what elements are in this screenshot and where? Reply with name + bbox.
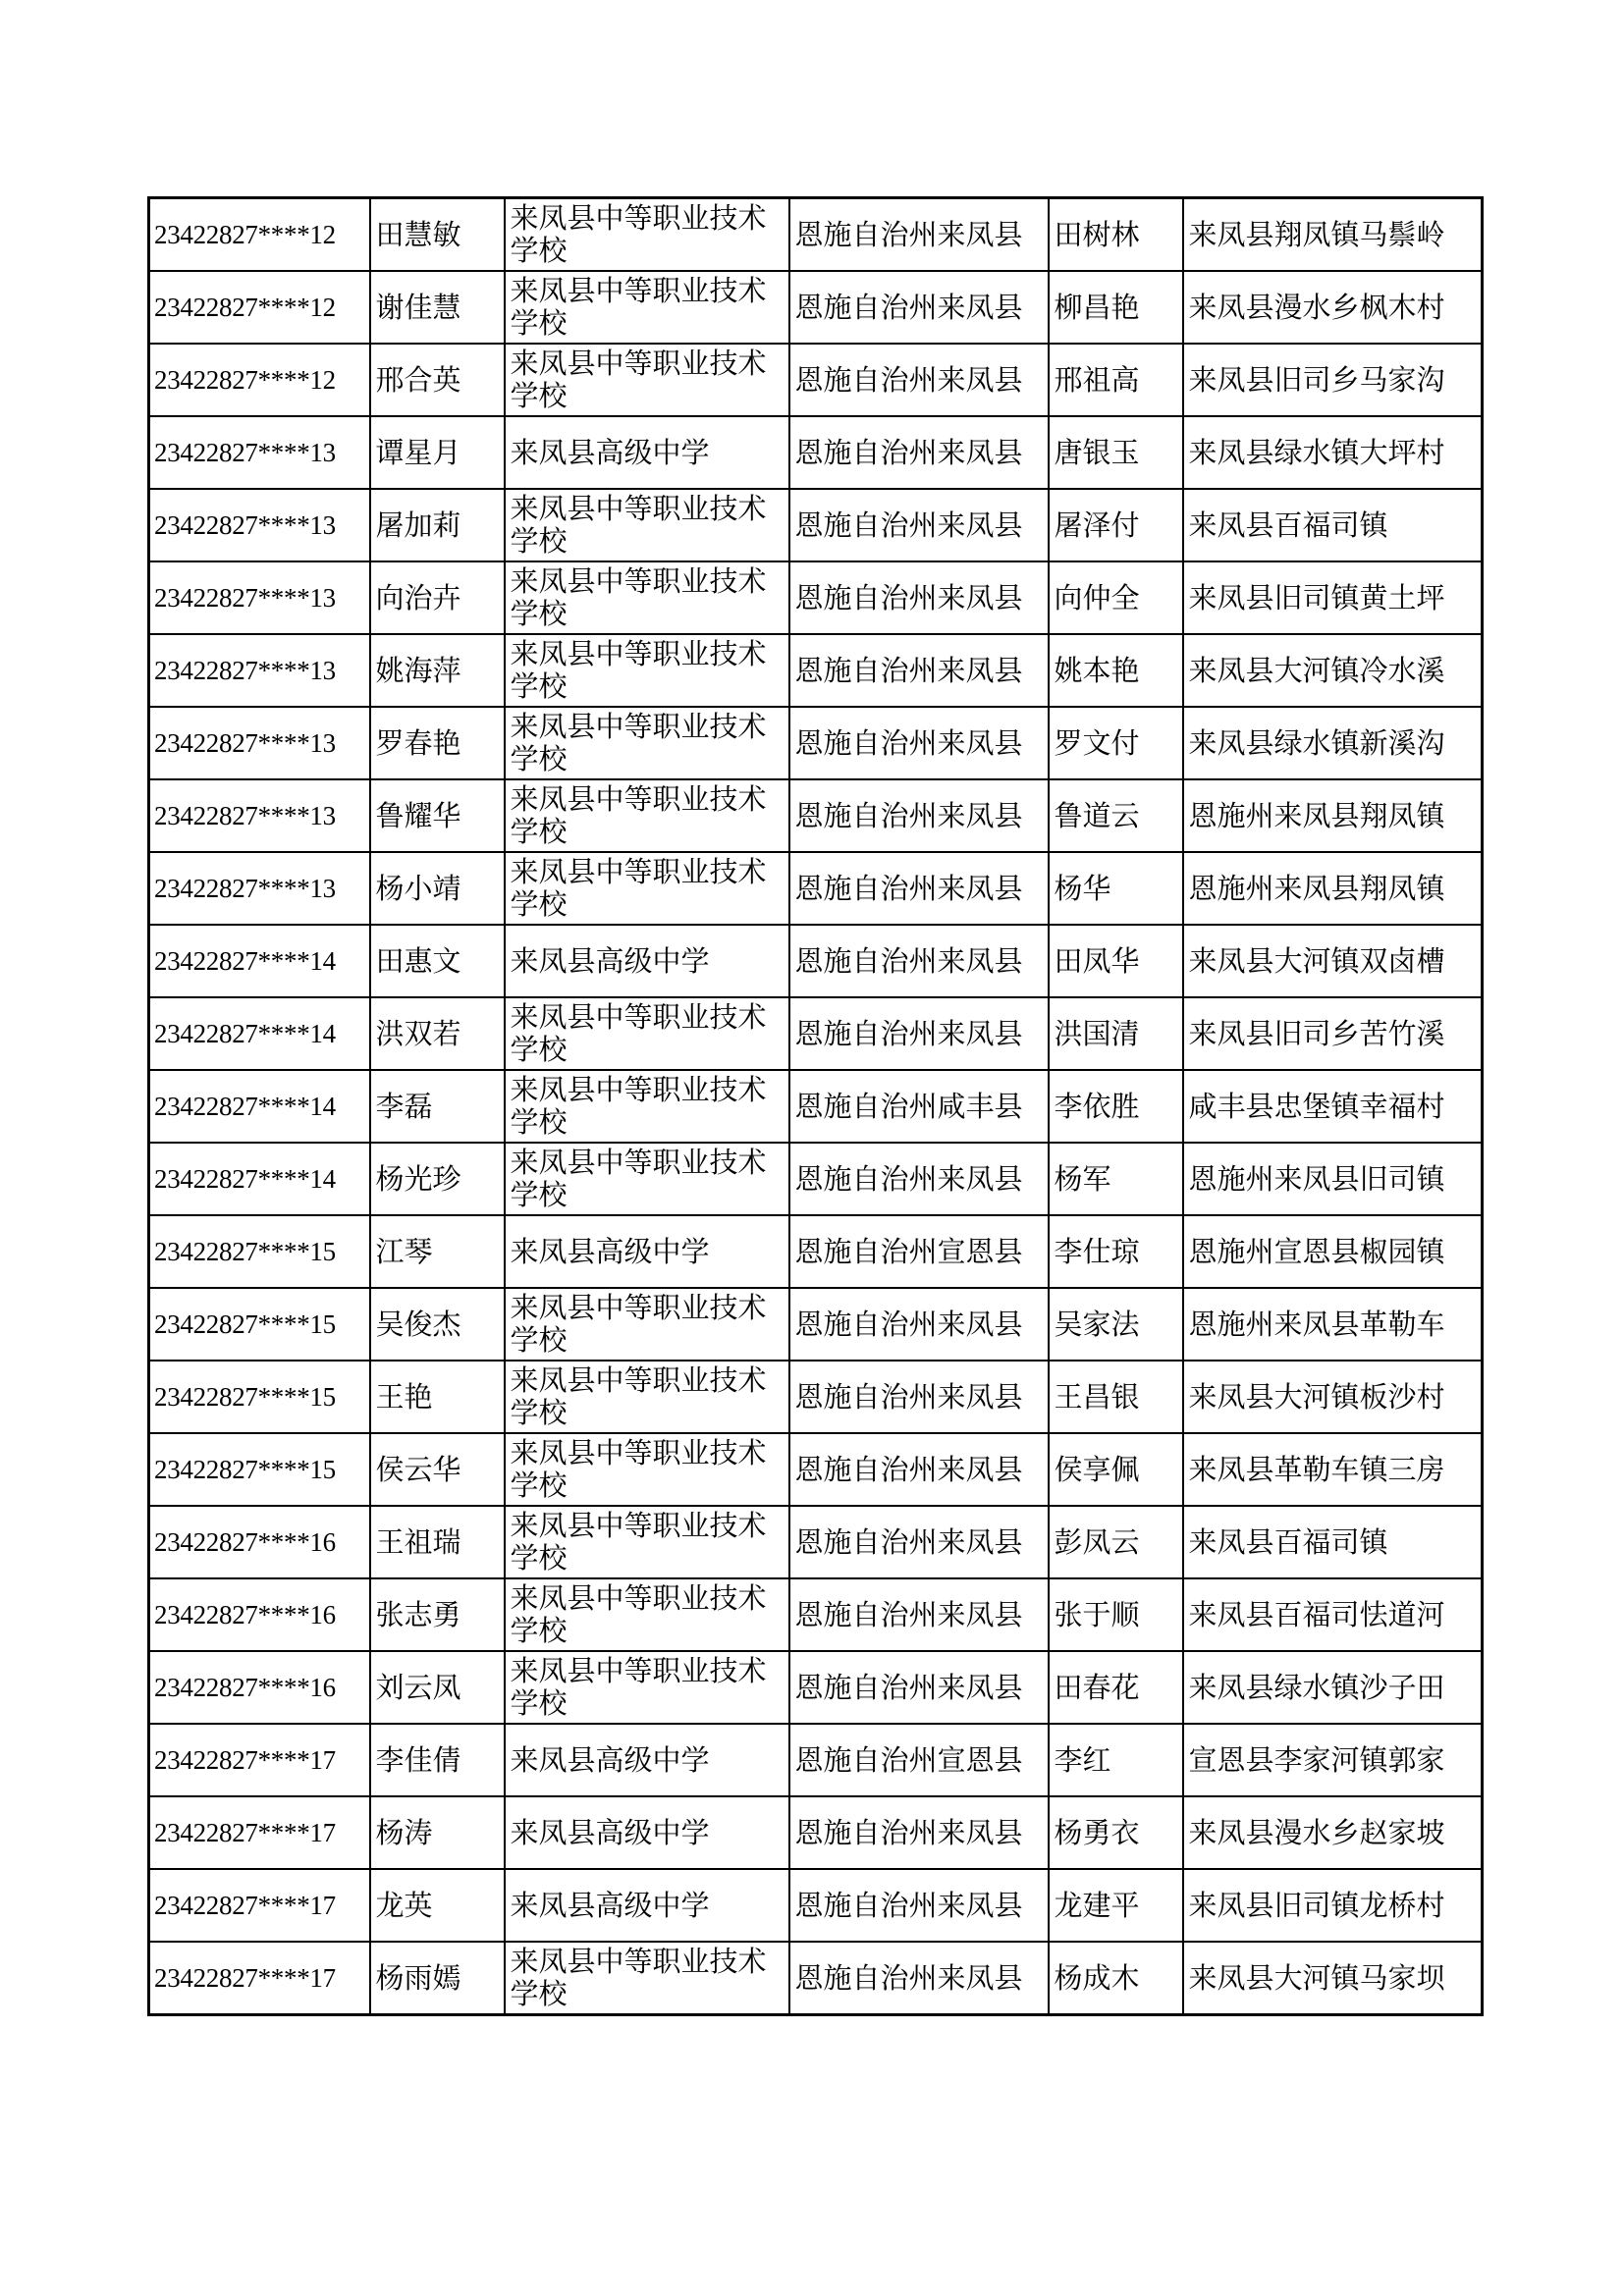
guardian-name-cell: 杨华 [1049, 852, 1183, 925]
guardian-name-cell: 侯享佩 [1049, 1433, 1183, 1506]
region-cell: 恩施自治州来凤县 [789, 1433, 1049, 1506]
student-name-cell: 侯云华 [370, 1433, 505, 1506]
table-row [149, 489, 1483, 561]
table-row [149, 344, 1483, 416]
table-row [149, 1578, 1483, 1651]
school-cell: 来凤县中等职业技术学校 [505, 1506, 789, 1578]
guardian-name-cell: 田凤华 [1049, 925, 1183, 997]
address-cell: 来凤县绿水镇新溪沟 [1183, 707, 1483, 779]
table-row [149, 561, 1483, 634]
address-cell: 恩施州宣恩县椒园镇 [1183, 1215, 1483, 1288]
region-cell: 恩施自治州来凤县 [789, 707, 1049, 779]
guardian-name-cell: 柳昌艳 [1049, 271, 1183, 344]
school-cell: 来凤县中等职业技术学校 [505, 1288, 789, 1361]
student-name-cell: 江琴 [370, 1215, 505, 1288]
region-cell: 恩施自治州来凤县 [789, 416, 1049, 489]
guardian-name-cell: 邢祖高 [1049, 344, 1183, 416]
address-cell: 宣恩县李家河镇郭家 [1183, 1724, 1483, 1796]
student-name-cell: 龙英 [370, 1869, 505, 1942]
address-cell: 来凤县旧司镇龙桥村 [1183, 1869, 1483, 1942]
school-cell: 来凤县中等职业技术学校 [505, 489, 789, 561]
guardian-name-cell: 李依胜 [1049, 1070, 1183, 1143]
id-number-cell: 23422827****13 [149, 489, 370, 561]
table-row [149, 852, 1483, 925]
table-row [149, 1215, 1483, 1288]
id-number-cell: 23422827****14 [149, 925, 370, 997]
table-row [149, 707, 1483, 779]
table-row [149, 1796, 1483, 1869]
region-cell: 恩施自治州咸丰县 [789, 1070, 1049, 1143]
student-name-cell: 杨涛 [370, 1796, 505, 1869]
address-cell: 恩施州来凤县翔凤镇 [1183, 852, 1483, 925]
student-name-cell: 向治卉 [370, 561, 505, 634]
region-cell: 恩施自治州来凤县 [789, 1143, 1049, 1215]
guardian-name-cell: 王昌银 [1049, 1361, 1183, 1433]
student-name-cell: 刘云凤 [370, 1651, 505, 1724]
table-row [149, 1506, 1483, 1578]
region-cell: 恩施自治州来凤县 [789, 344, 1049, 416]
address-cell: 恩施州来凤县旧司镇 [1183, 1143, 1483, 1215]
student-name-cell: 田慧敏 [370, 198, 505, 272]
roster-table [147, 196, 1484, 2016]
region-cell: 恩施自治州来凤县 [789, 561, 1049, 634]
id-number-cell: 23422827****13 [149, 634, 370, 707]
table-row [149, 1724, 1483, 1796]
address-cell: 来凤县旧司镇黄土坪 [1183, 561, 1483, 634]
id-number-cell: 23422827****14 [149, 1070, 370, 1143]
table-row [149, 634, 1483, 707]
guardian-name-cell: 田春花 [1049, 1651, 1183, 1724]
address-cell: 来凤县漫水乡枫木村 [1183, 271, 1483, 344]
guardian-name-cell: 李红 [1049, 1724, 1183, 1796]
guardian-name-cell: 罗文付 [1049, 707, 1183, 779]
region-cell: 恩施自治州来凤县 [789, 925, 1049, 997]
guardian-name-cell: 杨成木 [1049, 1942, 1183, 2015]
school-cell: 来凤县高级中学 [505, 1215, 789, 1288]
school-cell: 来凤县中等职业技术学校 [505, 198, 789, 272]
table-row [149, 925, 1483, 997]
region-cell: 恩施自治州来凤县 [789, 1506, 1049, 1578]
school-cell: 来凤县中等职业技术学校 [505, 779, 789, 852]
school-cell: 来凤县中等职业技术学校 [505, 1433, 789, 1506]
school-cell: 来凤县中等职业技术学校 [505, 1361, 789, 1433]
id-number-cell: 23422827****15 [149, 1361, 370, 1433]
address-cell: 来凤县翔凤镇马鬃岭 [1183, 198, 1483, 272]
table-row [149, 1288, 1483, 1361]
id-number-cell: 23422827****17 [149, 1869, 370, 1942]
guardian-name-cell: 吴家法 [1049, 1288, 1183, 1361]
student-name-cell: 鲁耀华 [370, 779, 505, 852]
roster-table-body [149, 198, 1483, 2015]
region-cell: 恩施自治州来凤县 [789, 634, 1049, 707]
guardian-name-cell: 洪国清 [1049, 997, 1183, 1070]
guardian-name-cell: 龙建平 [1049, 1869, 1183, 1942]
guardian-name-cell: 田树林 [1049, 198, 1183, 272]
id-number-cell: 23422827****13 [149, 852, 370, 925]
region-cell: 恩施自治州来凤县 [789, 997, 1049, 1070]
id-number-cell: 23422827****17 [149, 1942, 370, 2015]
table-row [149, 1361, 1483, 1433]
id-number-cell: 23422827****14 [149, 997, 370, 1070]
id-number-cell: 23422827****13 [149, 779, 370, 852]
table-row [149, 1143, 1483, 1215]
school-cell: 来凤县高级中学 [505, 416, 789, 489]
address-cell: 来凤县百福司镇 [1183, 1506, 1483, 1578]
region-cell: 恩施自治州来凤县 [789, 198, 1049, 272]
student-name-cell: 谭星月 [370, 416, 505, 489]
region-cell: 恩施自治州来凤县 [789, 852, 1049, 925]
address-cell: 来凤县旧司乡马家沟 [1183, 344, 1483, 416]
table-row [149, 1433, 1483, 1506]
region-cell: 恩施自治州来凤县 [789, 1578, 1049, 1651]
region-cell: 恩施自治州宣恩县 [789, 1724, 1049, 1796]
school-cell: 来凤县中等职业技术学校 [505, 271, 789, 344]
student-name-cell: 邢合英 [370, 344, 505, 416]
student-name-cell: 王祖瑞 [370, 1506, 505, 1578]
guardian-name-cell: 鲁道云 [1049, 779, 1183, 852]
address-cell: 恩施州来凤县翔凤镇 [1183, 779, 1483, 852]
guardian-name-cell: 屠泽付 [1049, 489, 1183, 561]
school-cell: 来凤县高级中学 [505, 1724, 789, 1796]
address-cell: 来凤县大河镇双卤槽 [1183, 925, 1483, 997]
student-name-cell: 李佳倩 [370, 1724, 505, 1796]
address-cell: 来凤县绿水镇大坪村 [1183, 416, 1483, 489]
table-row [149, 779, 1483, 852]
student-name-cell: 屠加莉 [370, 489, 505, 561]
address-cell: 来凤县旧司乡苦竹溪 [1183, 997, 1483, 1070]
school-cell: 来凤县中等职业技术学校 [505, 852, 789, 925]
student-name-cell: 杨雨嫣 [370, 1942, 505, 2015]
guardian-name-cell: 杨勇衣 [1049, 1796, 1183, 1869]
school-cell: 来凤县中等职业技术学校 [505, 1070, 789, 1143]
school-cell: 来凤县中等职业技术学校 [505, 344, 789, 416]
school-cell: 来凤县高级中学 [505, 1869, 789, 1942]
table-row [149, 271, 1483, 344]
id-number-cell: 23422827****15 [149, 1433, 370, 1506]
address-cell: 来凤县大河镇冷水溪 [1183, 634, 1483, 707]
id-number-cell: 23422827****14 [149, 1143, 370, 1215]
address-cell: 来凤县大河镇马家坝 [1183, 1942, 1483, 2015]
region-cell: 恩施自治州宣恩县 [789, 1215, 1049, 1288]
student-name-cell: 杨小靖 [370, 852, 505, 925]
guardian-name-cell: 张于顺 [1049, 1578, 1183, 1651]
id-number-cell: 23422827****13 [149, 416, 370, 489]
school-cell: 来凤县中等职业技术学校 [505, 1942, 789, 2015]
school-cell: 来凤县中等职业技术学校 [505, 707, 789, 779]
school-cell: 来凤县高级中学 [505, 1796, 789, 1869]
address-cell: 来凤县百福司镇 [1183, 489, 1483, 561]
school-cell: 来凤县中等职业技术学校 [505, 1143, 789, 1215]
guardian-name-cell: 向仲全 [1049, 561, 1183, 634]
id-number-cell: 23422827****12 [149, 198, 370, 272]
school-cell: 来凤县中等职业技术学校 [505, 1651, 789, 1724]
student-name-cell: 洪双若 [370, 997, 505, 1070]
address-cell: 来凤县百福司怯道河 [1183, 1578, 1483, 1651]
school-cell: 来凤县高级中学 [505, 925, 789, 997]
region-cell: 恩施自治州来凤县 [789, 1869, 1049, 1942]
student-name-cell: 姚海萍 [370, 634, 505, 707]
guardian-name-cell: 彭凤云 [1049, 1506, 1183, 1578]
address-cell: 来凤县漫水乡赵家坡 [1183, 1796, 1483, 1869]
table-row [149, 198, 1483, 272]
address-cell: 来凤县大河镇板沙村 [1183, 1361, 1483, 1433]
guardian-name-cell: 姚本艳 [1049, 634, 1183, 707]
student-name-cell: 杨光珍 [370, 1143, 505, 1215]
student-name-cell: 张志勇 [370, 1578, 505, 1651]
region-cell: 恩施自治州来凤县 [789, 1288, 1049, 1361]
guardian-name-cell: 杨军 [1049, 1143, 1183, 1215]
id-number-cell: 23422827****15 [149, 1215, 370, 1288]
region-cell: 恩施自治州来凤县 [789, 1796, 1049, 1869]
id-number-cell: 23422827****17 [149, 1724, 370, 1796]
id-number-cell: 23422827****12 [149, 271, 370, 344]
id-number-cell: 23422827****16 [149, 1651, 370, 1724]
school-cell: 来凤县中等职业技术学校 [505, 1578, 789, 1651]
id-number-cell: 23422827****13 [149, 707, 370, 779]
table-row [149, 416, 1483, 489]
id-number-cell: 23422827****15 [149, 1288, 370, 1361]
table-row [149, 1070, 1483, 1143]
region-cell: 恩施自治州来凤县 [789, 779, 1049, 852]
student-name-cell: 谢佳慧 [370, 271, 505, 344]
table-row [149, 1942, 1483, 2015]
table-row [149, 997, 1483, 1070]
table-row [149, 1869, 1483, 1942]
id-number-cell: 23422827****13 [149, 561, 370, 634]
address-cell: 咸丰县忠堡镇幸福村 [1183, 1070, 1483, 1143]
guardian-name-cell: 唐银玉 [1049, 416, 1183, 489]
guardian-name-cell: 李仕琼 [1049, 1215, 1183, 1288]
id-number-cell: 23422827****17 [149, 1796, 370, 1869]
address-cell: 来凤县革勒车镇三房 [1183, 1433, 1483, 1506]
region-cell: 恩施自治州来凤县 [789, 271, 1049, 344]
school-cell: 来凤县中等职业技术学校 [505, 997, 789, 1070]
student-name-cell: 田惠文 [370, 925, 505, 997]
student-name-cell: 王艳 [370, 1361, 505, 1433]
id-number-cell: 23422827****16 [149, 1578, 370, 1651]
student-name-cell: 李磊 [370, 1070, 505, 1143]
school-cell: 来凤县中等职业技术学校 [505, 634, 789, 707]
school-cell: 来凤县中等职业技术学校 [505, 561, 789, 634]
region-cell: 恩施自治州来凤县 [789, 1651, 1049, 1724]
region-cell: 恩施自治州来凤县 [789, 1361, 1049, 1433]
address-cell: 恩施州来凤县革勒车 [1183, 1288, 1483, 1361]
student-name-cell: 罗春艳 [370, 707, 505, 779]
table-row [149, 1651, 1483, 1724]
region-cell: 恩施自治州来凤县 [789, 489, 1049, 561]
student-name-cell: 吴俊杰 [370, 1288, 505, 1361]
id-number-cell: 23422827****16 [149, 1506, 370, 1578]
address-cell: 来凤县绿水镇沙子田 [1183, 1651, 1483, 1724]
id-number-cell: 23422827****12 [149, 344, 370, 416]
region-cell: 恩施自治州来凤县 [789, 1942, 1049, 2015]
